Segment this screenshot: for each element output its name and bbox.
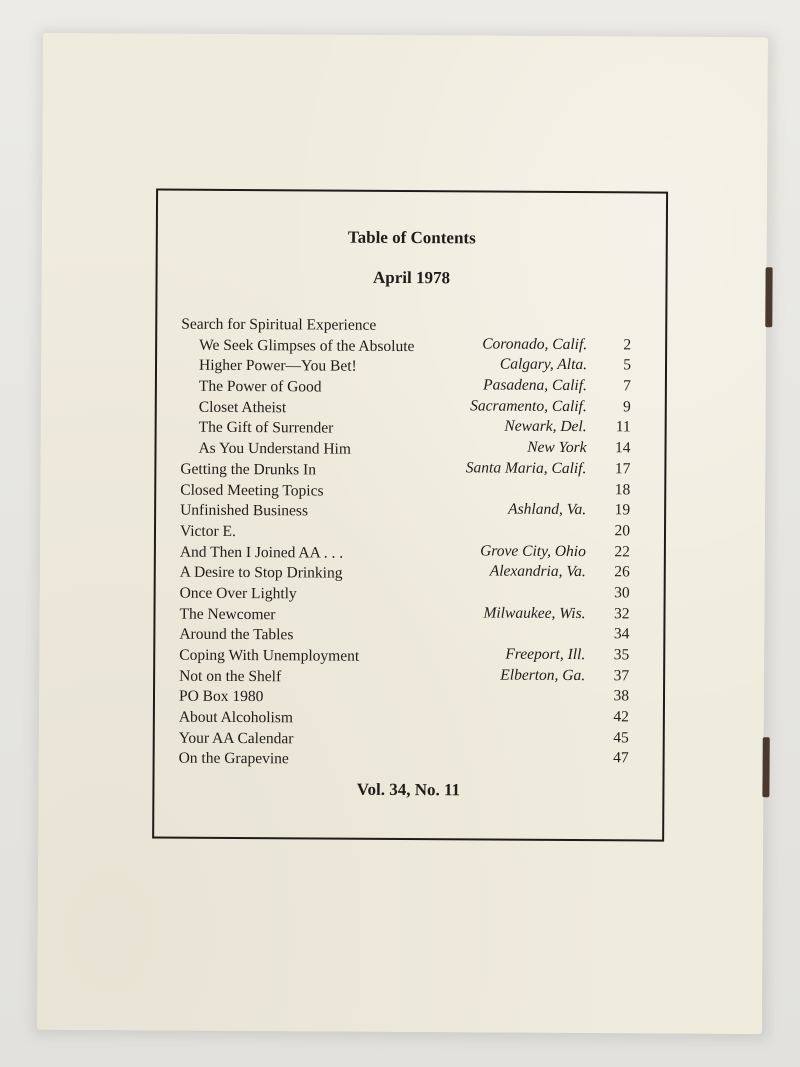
entry-page-number: 20: [614, 522, 631, 540]
entry-title: We Seek Glimpses of the Absolute: [199, 336, 415, 355]
entry-title: On the Grapevine: [178, 750, 289, 768]
entry-page-number: 14: [614, 439, 631, 457]
entry-title: And Then I Joined AA . . .: [179, 543, 344, 562]
entry-location: Calgary, Alta.: [499, 355, 588, 374]
toc-heading: Table of Contents: [347, 227, 476, 248]
entry-page-number: 38: [613, 687, 630, 705]
entry-location: Grove City, Ohio: [480, 542, 586, 560]
staple-bottom: [762, 737, 769, 797]
entry-location: Newark, Del.: [504, 418, 587, 436]
table-of-contents-box: [152, 188, 668, 841]
entry-title: Unfinished Business: [180, 501, 309, 520]
entry-page-number: 5: [623, 356, 632, 374]
entry-location: Elberton, Ga.: [500, 666, 586, 684]
entry-title: PO Box 1980: [178, 688, 264, 706]
entry-location: Milwaukee, Wis.: [483, 604, 586, 622]
entry-page-number: 32: [613, 604, 630, 623]
entry-title: Search for Spiritual Experience: [181, 315, 377, 334]
entry-title: Your AA Calendar: [178, 729, 294, 748]
entry-page-number: 17: [614, 460, 631, 478]
entry-location: Pasadena, Calif.: [483, 376, 587, 395]
entry-page-number: 30: [614, 584, 630, 602]
entry-title: A Desire to Stop Drinking: [179, 563, 343, 582]
entry-title: Closed Meeting Topics: [180, 481, 324, 500]
entry-page-number: 18: [614, 480, 631, 498]
entry-page-number: 42: [613, 708, 629, 726]
entry-page-number: 22: [614, 542, 630, 560]
entry-page-number: 11: [615, 418, 631, 436]
entry-location: New York: [527, 438, 587, 457]
entry-location: Ashland, Va.: [508, 500, 587, 519]
entry-page-number: 2: [623, 336, 632, 354]
volume-number: Vol. 34, No. 11: [356, 779, 461, 800]
entry-title: Getting the Drunks In: [180, 460, 317, 479]
entry-title: Not on the Shelf: [179, 667, 282, 685]
entry-title: Higher Power—You Bet!: [198, 357, 357, 376]
entry-title: The Newcomer: [179, 605, 276, 623]
toc-entry: [179, 687, 629, 710]
entry-page-number: 35: [613, 646, 630, 664]
entry-page-number: 26: [614, 563, 630, 581]
entry-location: Coronado, Calif.: [482, 335, 588, 353]
entry-page-number: 34: [613, 625, 630, 643]
entry-title: Around the Tables: [179, 625, 294, 644]
entry-title: Victor E.: [179, 522, 236, 540]
entry-title: The Gift of Surrender: [198, 419, 334, 438]
toc-entry-list: [179, 315, 632, 773]
toc-entry: [179, 749, 629, 772]
entry-location: Sacramento, Calif.: [470, 397, 587, 415]
entry-page-number: 47: [613, 749, 629, 767]
toc-entry: [180, 459, 630, 482]
entry-page-number: 9: [622, 398, 631, 416]
entry-location: Alexandria, Va.: [489, 562, 586, 581]
toc-entry: [179, 728, 629, 751]
entry-title: About Alcoholism: [178, 708, 294, 727]
entry-page-number: 7: [623, 377, 631, 395]
toc-entry: [180, 501, 630, 524]
entry-title: As You Understand Him: [198, 439, 352, 458]
toc-entry: [179, 708, 629, 731]
entry-location: Freeport, Ill.: [505, 645, 586, 664]
entry-title: Once Over Lightly: [179, 584, 297, 603]
entry-page-number: 45: [613, 729, 629, 747]
entry-title: The Power of Good: [198, 377, 322, 396]
toc-entry: [179, 604, 629, 627]
entry-page-number: 37: [613, 666, 630, 685]
toc-entry: [179, 666, 629, 689]
entry-title: Closet Atheist: [198, 398, 287, 417]
booklet-page: [37, 33, 768, 1034]
staple-top: [765, 267, 772, 327]
entry-title: Coping With Unemployment: [179, 646, 360, 665]
entry-location: Santa Maria, Calif.: [465, 459, 587, 477]
entry-page-number: 19: [614, 501, 631, 519]
toc-entry: [180, 563, 630, 586]
issue-date: April 1978: [373, 267, 451, 288]
